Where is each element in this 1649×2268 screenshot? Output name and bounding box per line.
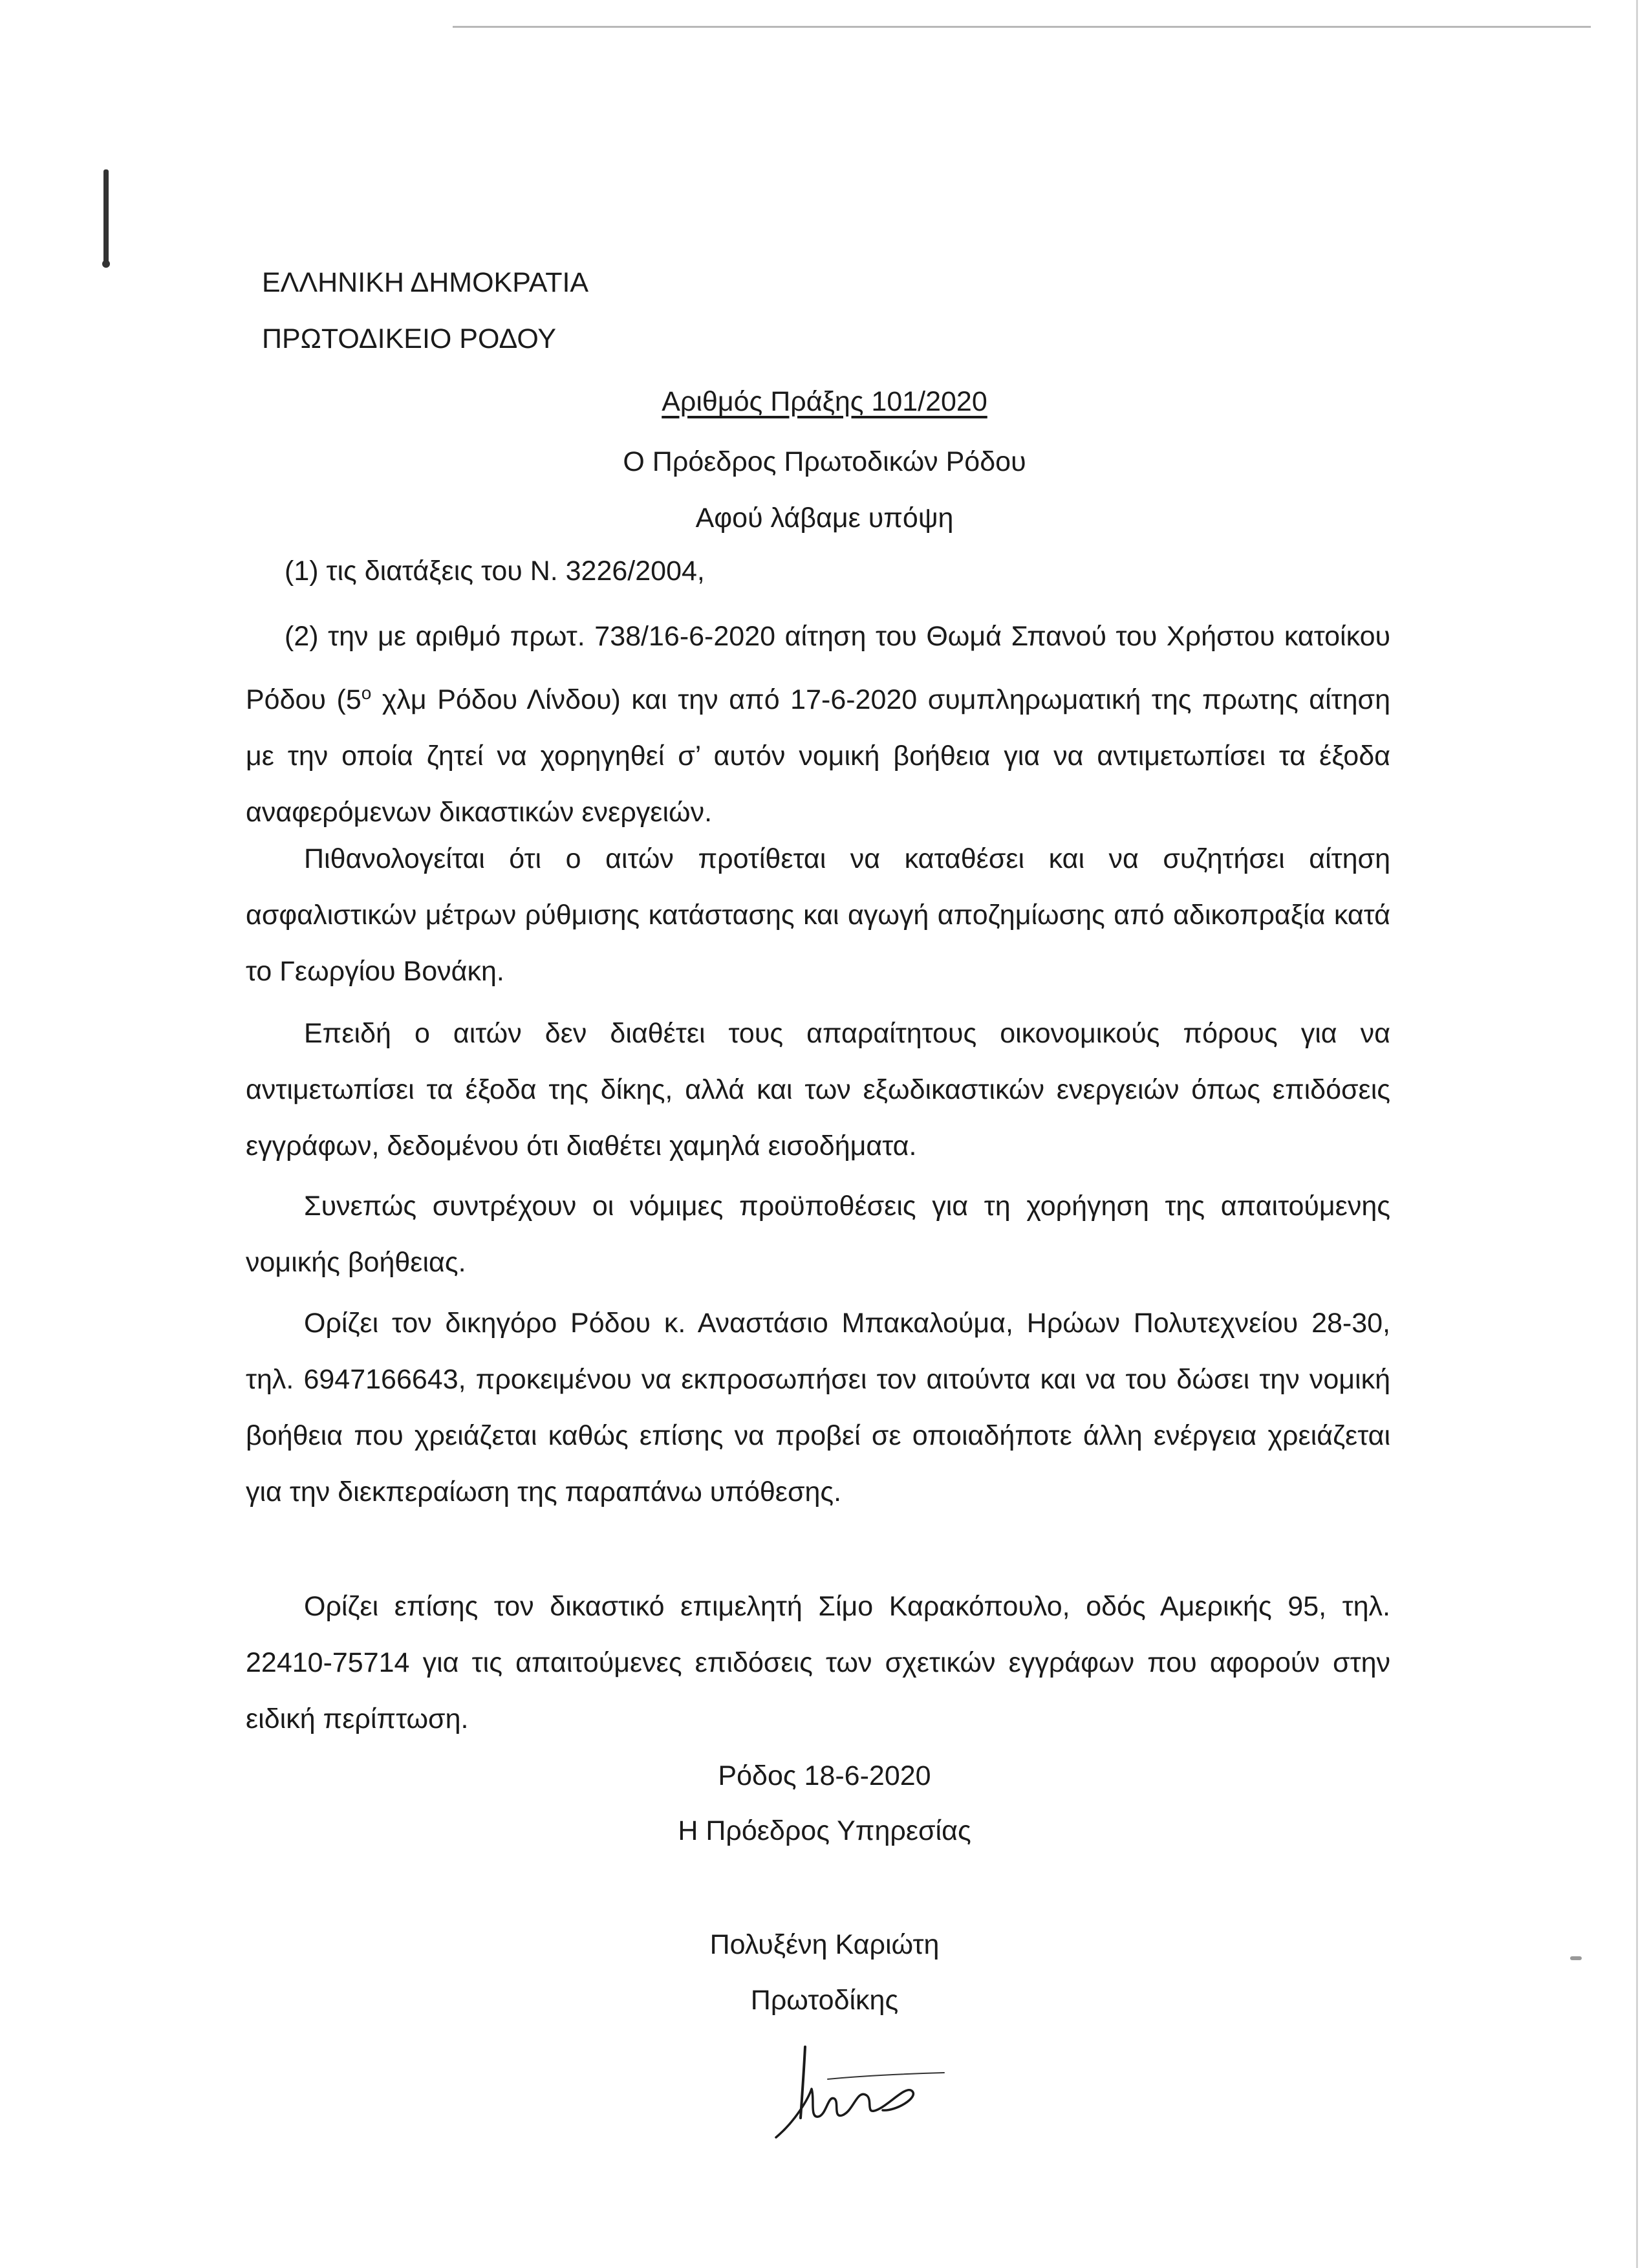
- place-date: Ρόδος 18-6-2020: [718, 1760, 931, 1791]
- consideration-item-2-text-cont: χλμ Ρόδου Λίνδου) και την από 17-6-2020 συμπληρωματική της πρωτης αίτηση με την οποία ζητεί να χορηγηθεί σ’ αυτόν νομική βοήθεια για να αντιμετωπίσει τα έξοδα αναφερόμενων δικαστικών ενεργειών.: [246, 684, 1390, 828]
- handwritten-signature-icon: [750, 2034, 951, 2144]
- consideration-item-2: [246, 609, 1390, 841]
- paragraph-likelihood: Πιθανολογείται ότι ο αιτών προτίθεται να καταθέσει και να συζητήσει αίτηση ασφαλιστικών μέτρων ρύθμισης κατάστασης και αγωγή αποζημίωσης από αδικοπραξία κατά το Γεωργίου Βονάκη.: [246, 843, 1390, 987]
- act-number: Αριθμός Πράξης 101/2020: [662, 386, 987, 417]
- ordinal-superscript: ο: [361, 683, 372, 703]
- consideration-item-1: (1) τις διατάξεις του Ν. 3226/2004,: [285, 556, 705, 587]
- header-republic: ΕΛΛΗΝΙΚΗ ΔΗΜΟΚΡΑΤΙΑ: [262, 267, 589, 298]
- paragraph-bailiff-appointment: Ορίζει επίσης τον δικαστικό επιμελητή Σίμο Καρακόπουλο, οδός Αμερικής 95, τηλ. 22410-75714 για τις απαιτούμενες επιδόσεις των σχετικών εγγράφων που αφορούν στην ειδική περίπτωση.: [246, 1591, 1390, 1734]
- paragraph-lawyer-appointment: Ορίζει τον δικηγόρο Ρόδου κ. Αναστάσιο Μπακαλούμα, Ηρώων Πολυτεχνείου 28-30, τηλ. 6947166643, προκειμένου να εκπροσωπήσει τον αιτούντα και να του δώσει την νομική βοήθεια που χρειάζεται καθώς επίσης να προβεί σε οποιαδήποτε άλλη ενέργεια χρειάζεται για την διεκπεραίωση της παραπάνω υπόθεσης.: [246, 1308, 1390, 1507]
- paragraph-means: Επειδή ο αιτών δεν διαθέτει τους απαραίτητους οικονομικούς πόρους για να αντιμετωπίσει τα έξοδα της δίκης, αλλά και των εξωδικαστικών ενεργειών όπως επιδόσεις εγγράφων, δεδομένου ότι διαθέτει χαμηλά εισοδήματα.: [246, 1018, 1390, 1161]
- authority-line: Ο Πρόεδρος Πρωτοδικών Ρόδου: [623, 446, 1026, 477]
- act-number-title: [0, 386, 1649, 418]
- paragraph-conditions: Συνεπώς συντρέχουν οι νόμιμες προϋποθέσεις για τη χορήγηση της απαιτούμενης νομικής βοήθειας.: [246, 1191, 1390, 1278]
- signatory-title: Πρωτοδίκης: [750, 1985, 899, 2016]
- signatory-role: Η Πρόεδρος Υπηρεσίας: [678, 1815, 971, 1846]
- signatory-name: Πολυξένη Καριώτη: [709, 1929, 940, 1960]
- considering-line: Αφού λάβαμε υπόψη: [695, 502, 954, 534]
- consideration-item-2-text: (2) την με αριθμό πρωτ. 738/16-6-2020 αίτηση του Θωμά Σπανού του Χρήστου κατοίκου Ρόδου (5: [246, 621, 1390, 715]
- header-court: ΠΡΩΤΟΔΙΚΕΙΟ ΡΟΔΟΥ: [262, 323, 557, 354]
